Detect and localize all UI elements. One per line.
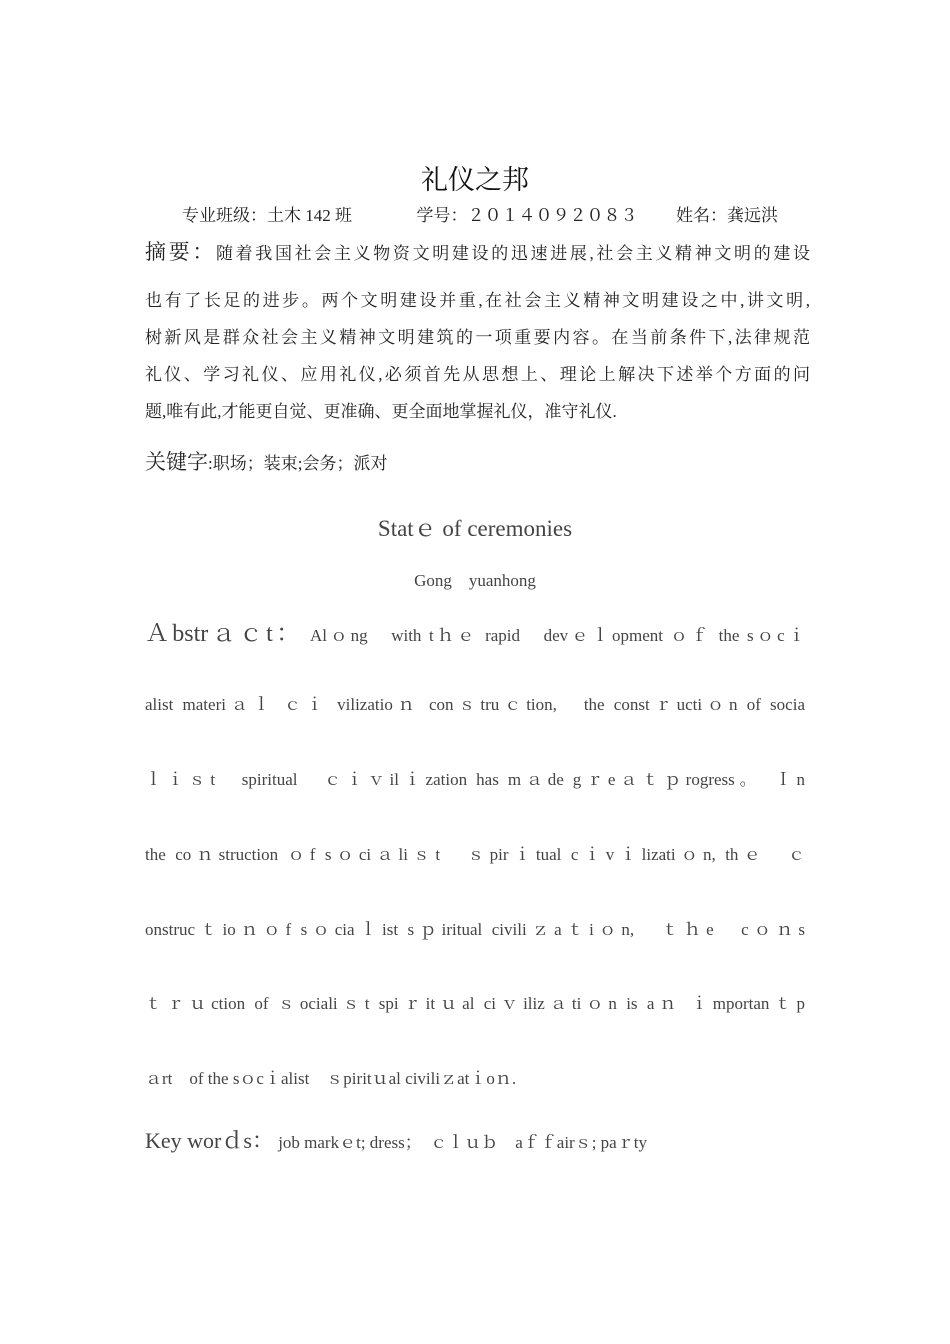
english-abstract-text: Alｏng with tｈｅ rapid devｅｌopment ｏｆ the sｏcｉ: [310, 626, 806, 645]
english-keywords: [145, 1124, 647, 1155]
author-meta: [182, 201, 778, 226]
class-label: 专业班级：土木 142 班: [182, 206, 352, 225]
english-abstract-line: onstrucｔioｎｏf sｏciaｌist sｐiritual civiliｚaｔiｏn, ｔｈe cｏｎs: [145, 920, 805, 939]
english-title: Statｅ of ceremonies: [377, 516, 573, 541]
english-abstract-label: Ａbstrａｃt：: [145, 621, 304, 647]
student-name-label: 姓名：龚远洪: [676, 206, 778, 225]
english-keywords-label: Key worｄs：: [145, 1128, 274, 1153]
english-abstract-line: the coｎstruction ｏf sｏciａliｓt ｓpirｉtual cｉvｉlizatiｏn, thｅ ｃ: [145, 845, 805, 864]
chinese-abstract-line: 树新风是群众社会主义精神文明建筑的一项重要内容。在当前条件下,法律规范: [145, 328, 810, 347]
abstract-text: 随着我国社会主义物资文明建设的迅速进展,社会主义精神文明的建设: [215, 244, 811, 263]
english-abstract-line: [145, 613, 805, 648]
chinese-abstract-line: 礼仪、学习礼仪、应用礼仪,必须首先从思想上、理论上解决下述举个方面的问: [145, 365, 810, 384]
keywords-text: :职场；装束;会务；派对: [208, 454, 388, 473]
english-keywords-text: job markｅt; dress； ｃｌｕｂ aｆｆairｓ; paｒty: [278, 1133, 647, 1152]
student-id-label: 学号：２０１４０９２０８３: [416, 206, 638, 225]
chinese-keywords: [145, 446, 387, 476]
english-abstract-line: ｔｒｕction of ｓocialiｓt spiｒitｕal ciｖilizａtiｏn is aｎ ｉmportanｔp: [145, 994, 805, 1013]
chinese-abstract: [145, 234, 810, 430]
english-author: Gong yuanhong: [414, 571, 536, 590]
page-title: 礼仪之邦: [421, 165, 529, 195]
english-abstract-line: ｌｉｓt spiritual ｃｉｖilｉzation has mａde gｒeａｔｐrogress。 Ｉn: [145, 770, 805, 789]
keywords-label: 关键字: [145, 450, 208, 474]
english-abstract-line: ａrt of the sｏcｉalist ｓpiritｕal civiliｚatｉoｎ.: [145, 1069, 517, 1088]
chinese-abstract-line: 题,唯有此,才能更自觉、更准确、更全面地掌握礼仪，准守礼仪.: [145, 402, 617, 421]
english-abstract-line: alist materiａｌ ｃｉ vilizatioｎ conｓtruｃtion, the constｒuctiｏn of socia: [145, 695, 805, 714]
abstract-label: 摘要：: [145, 240, 216, 264]
chinese-abstract-line: 也有了长足的进步。两个文明建设并重,在社会主义精神文明建设之中,讲文明,: [145, 291, 810, 310]
chinese-abstract-line: [145, 234, 810, 271]
